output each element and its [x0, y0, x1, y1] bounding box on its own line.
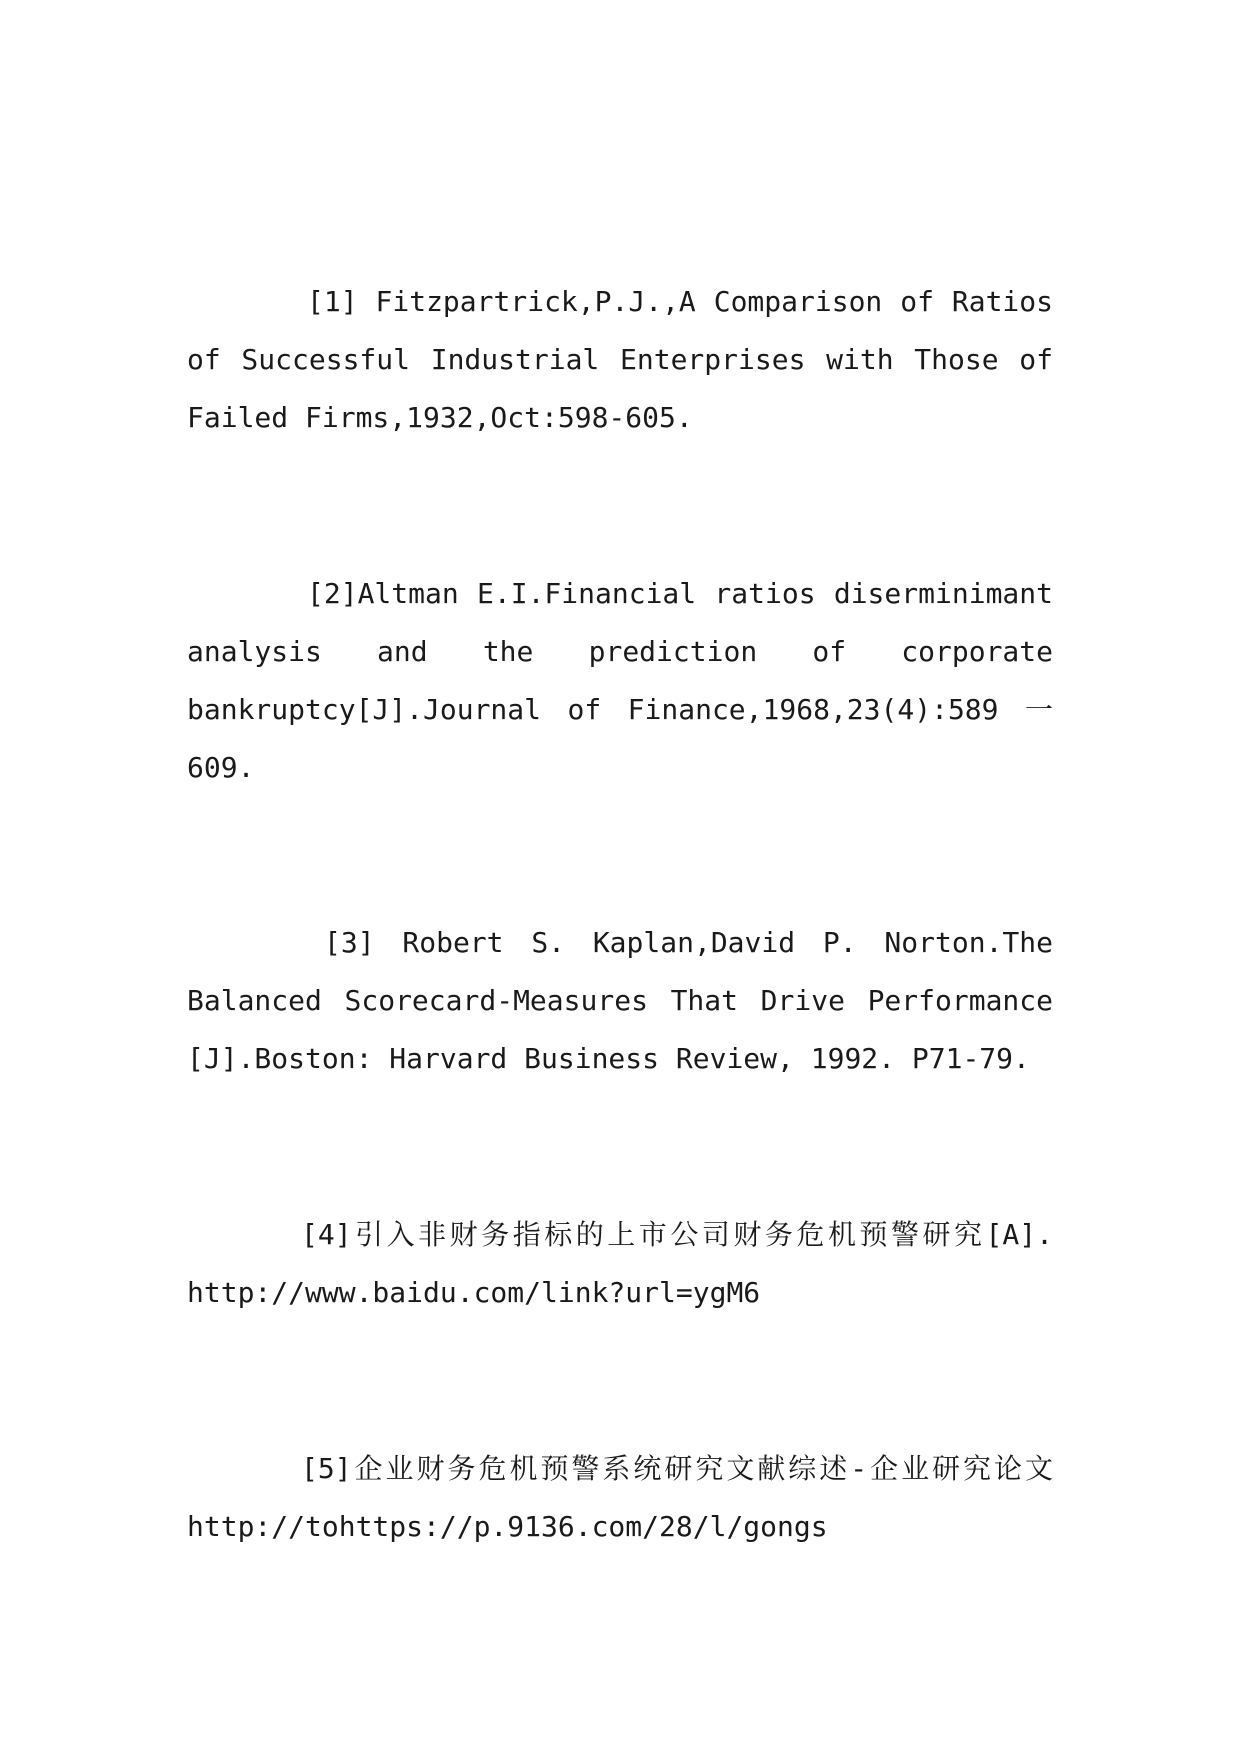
reference-3: [3] Robert S. Kaplan,David P. Norton.The Balanced Scorecard-Measures That Drive Performance [J].Boston: Harvard Business Review, 1992. P71-79. [187, 926, 1053, 1075]
reference-5: [5]企业财务危机预警系统研究文献综述-企业研究论文 http://tohttps://p.9136.com/28/l/gongs [187, 1452, 1053, 1543]
reference-2: [2]Altman E.I.Financial ratios diserminimant analysis and the prediction of corporate bankruptcy[J].Journal of Finance,1968,23(4):589 一 609. [187, 577, 1053, 784]
reference-4: [4]引入非财务指标的上市公司财务危机预警研究[A]. http://www.baidu.com/link?url=ygM6 [187, 1218, 1053, 1309]
reference-1: [1] Fitzpartrick,P.J.,A Comparison of Ratios of Successful Industrial Enterprises with Those of Failed Firms,1932,Oct:598-605. [187, 285, 1053, 434]
